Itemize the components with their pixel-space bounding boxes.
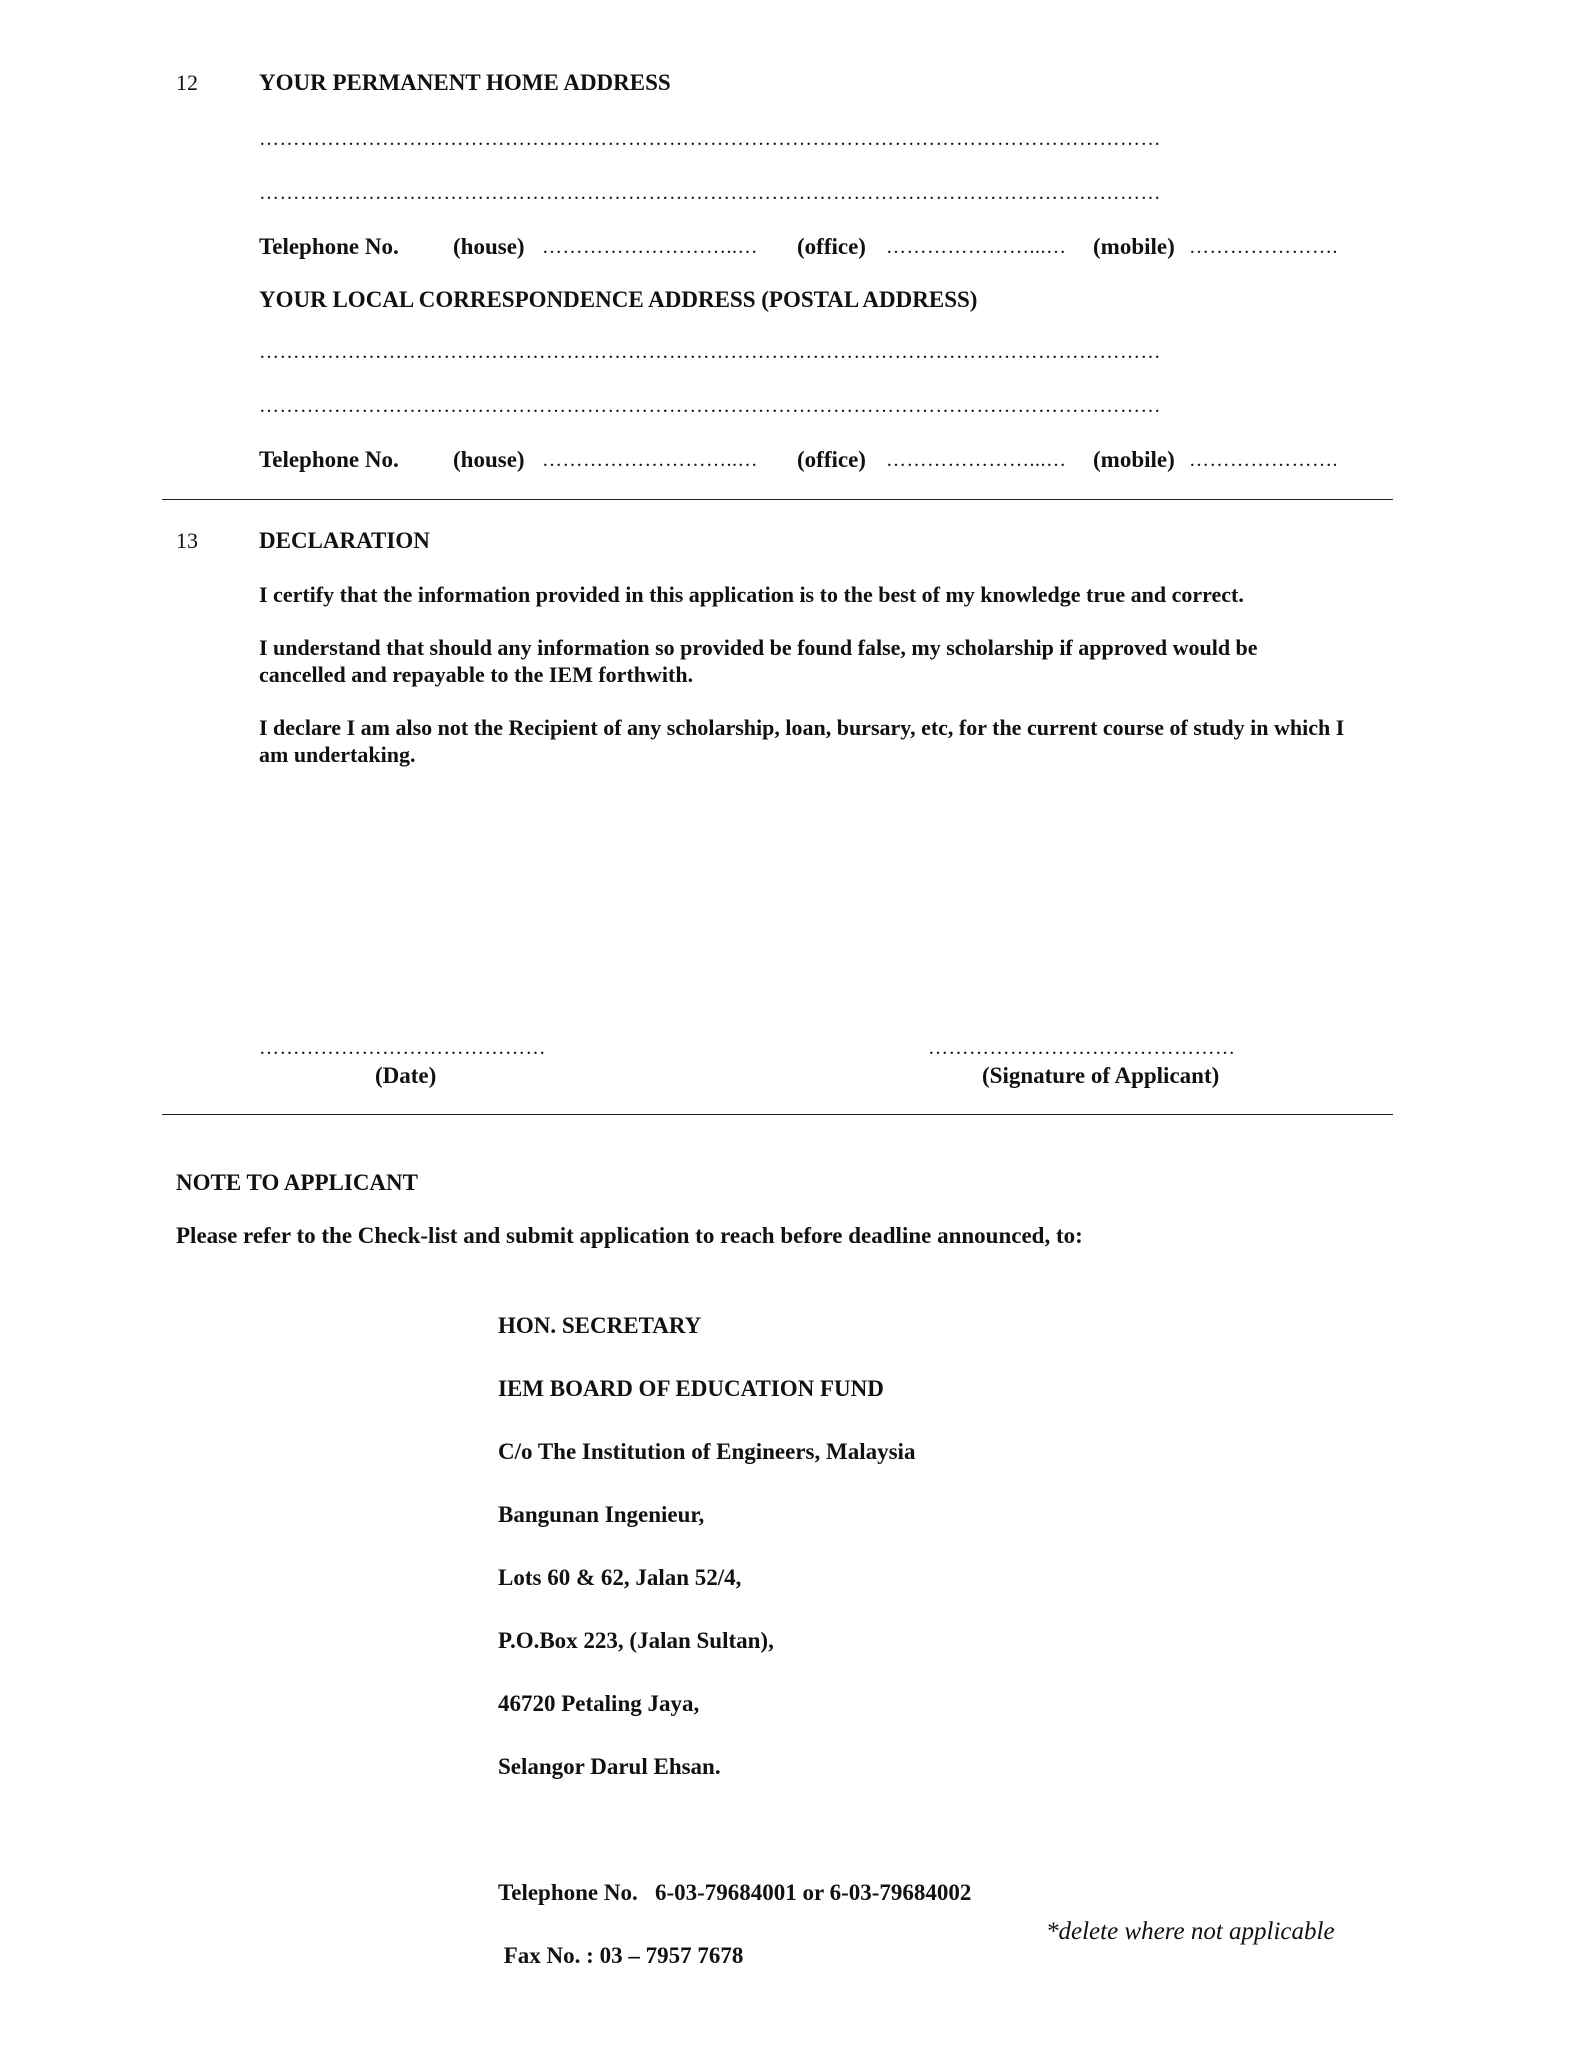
date-label: (Date): [375, 1063, 437, 1088]
local-house-phone-field[interactable]: ………………………..…: [542, 449, 758, 471]
declaration-paragraph-2: I understand that should any information so provided be found false, my scholarship if approved would be cancelled and repayable to the IEM forthwith.: [259, 635, 1258, 687]
address-line: IEM BOARD OF EDUCATION FUND: [498, 1376, 884, 1401]
mailing-address: [498, 1276, 971, 1987]
note-instruction: Please refer to the Check-list and submit application to reach before deadline announced, to:: [176, 1223, 1083, 1248]
local-office-phone-field[interactable]: …………………...…: [886, 449, 1067, 471]
section-13-heading: DECLARATION: [259, 528, 430, 553]
section-12-heading: YOUR PERMANENT HOME ADDRESS: [259, 70, 671, 95]
home-telephone-label: Telephone No.: [259, 234, 399, 259]
section-13-number: 13: [176, 528, 198, 553]
address-line: Lots 60 & 62, Jalan 52/4,: [498, 1565, 742, 1590]
address-line: Selangor Darul Ehsan.: [498, 1754, 721, 1779]
local-telephone-label: Telephone No.: [259, 447, 399, 472]
section-divider: [162, 499, 1393, 500]
signature-label: (Signature of Applicant): [982, 1063, 1220, 1088]
declaration-paragraph-3: I declare I am also not the Recipient of any scholarship, loan, bursary, etc, for the current course of study in which I am undertaking.: [259, 715, 1345, 767]
home-address-line-1[interactable]: ……………………………………………………………………………………………………………………: [259, 128, 1161, 150]
address-line: HON. SECRETARY: [498, 1313, 702, 1338]
local-mobile-phone-field[interactable]: ………………….: [1189, 449, 1338, 471]
home-mobile-label: (mobile): [1093, 234, 1175, 259]
declaration-paragraph-1: I certify that the information provided in this application is to the best of my knowledge true and correct.: [259, 582, 1244, 607]
local-address-line-2[interactable]: ……………………………………………………………………………………………………………………: [259, 395, 1161, 417]
contact-telephone: Telephone No. 6-03-79684001 or 6-03-79684002: [498, 1880, 972, 1905]
home-house-label: (house): [453, 234, 525, 259]
local-address-line-1[interactable]: ……………………………………………………………………………………………………………………: [259, 341, 1161, 363]
date-field[interactable]: ……………………………………: [259, 1037, 546, 1059]
local-house-label: (house): [453, 447, 525, 472]
home-mobile-phone-field[interactable]: ………………….: [1189, 236, 1338, 258]
address-line: C/o The Institution of Engineers, Malaysia: [498, 1439, 916, 1464]
local-address-heading: YOUR LOCAL CORRESPONDENCE ADDRESS (POSTAL ADDRESS): [259, 287, 978, 312]
address-line: 46720 Petaling Jaya,: [498, 1691, 700, 1716]
address-line: Bangunan Ingenieur,: [498, 1502, 705, 1527]
footer-note: *delete where not applicable: [1046, 1918, 1335, 1945]
section-divider-bottom: [162, 1114, 1393, 1115]
local-mobile-label: (mobile): [1093, 447, 1175, 472]
note-heading: NOTE TO APPLICANT: [176, 1170, 418, 1195]
home-office-phone-field[interactable]: …………………...…: [886, 236, 1067, 258]
address-line: P.O.Box 223, (Jalan Sultan),: [498, 1628, 774, 1653]
home-address-line-2[interactable]: ……………………………………………………………………………………………………………………: [259, 182, 1161, 204]
signature-field[interactable]: ………………………………………: [928, 1037, 1236, 1059]
section-12-number: 12: [176, 70, 198, 95]
local-office-label: (office): [797, 447, 866, 472]
home-house-phone-field[interactable]: ………………………..…: [542, 236, 758, 258]
home-office-label: (office): [797, 234, 866, 259]
contact-fax: Fax No. : 03 – 7957 7678: [498, 1943, 744, 1968]
